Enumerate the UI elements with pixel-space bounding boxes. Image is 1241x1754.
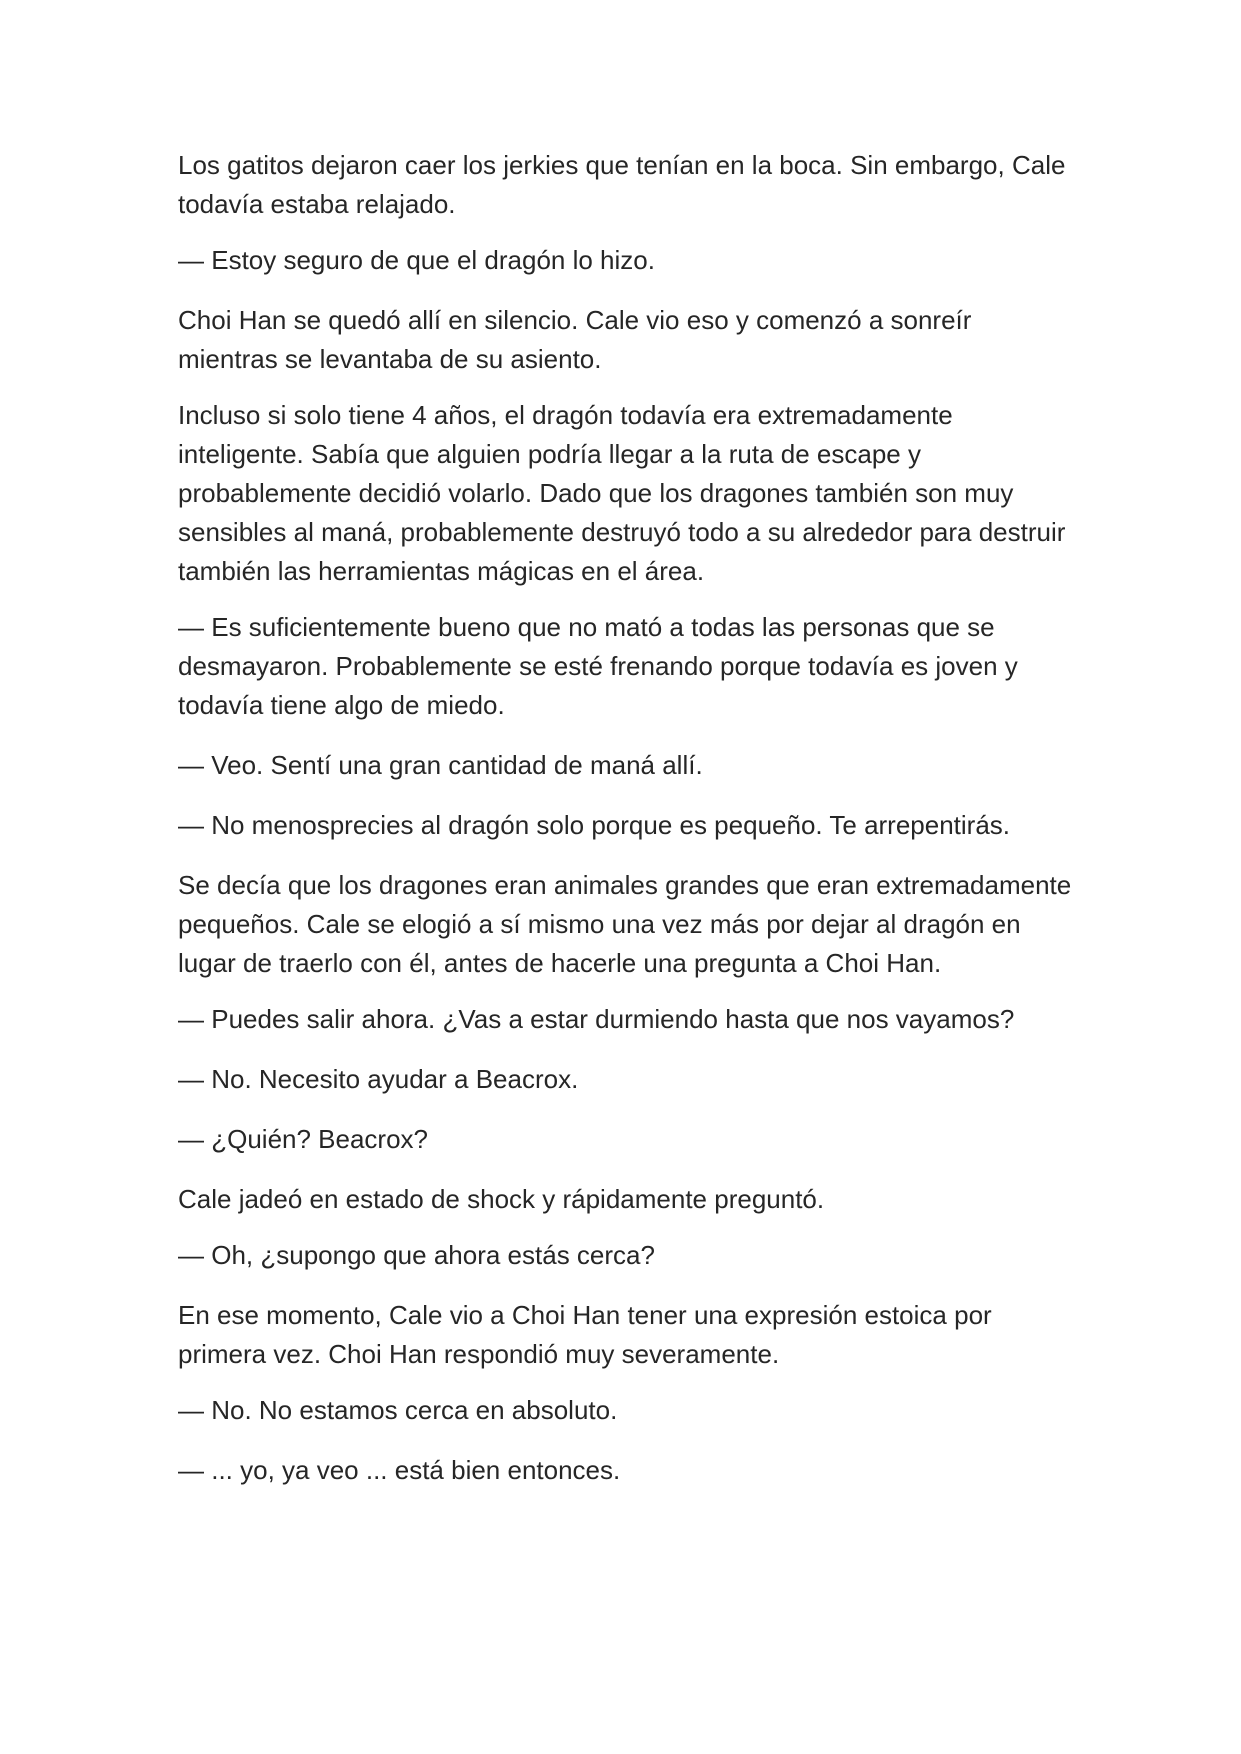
dialog-line: — Veo. Sentí una gran cantidad de maná allí. — [178, 750, 703, 780]
narration-paragraph: Incluso si solo tiene 4 años, el dragón todavía era extremadamente inteligente. Sabía que alguien podría llegar a la ruta de escape y probablemente decidió volarlo. Dado que los dragones también son muy sensibles al maná, probablemente destruyó todo a su alrededor para destruir también las herramientas mágicas en el área. — [178, 400, 1066, 586]
dialog-line: — Puedes salir ahora. ¿Vas a estar durmiendo hasta que nos vayamos? — [178, 1004, 1015, 1034]
page-body — [178, 146, 1078, 1511]
dialog-line: — Es suficientemente bueno que no mató a todas las personas que se desmayaron. Probablemente se esté frenando porque todavía es joven y todavía tiene algo de miedo. — [178, 612, 1018, 720]
narration-paragraph: Choi Han se quedó allí en silencio. Cale vio eso y comenzó a sonreír mientras se levantaba de su asiento. — [178, 305, 972, 374]
narration-paragraph: Cale jadeó en estado de shock y rápidamente preguntó. — [178, 1184, 825, 1214]
dialog-line: — Estoy seguro de que el dragón lo hizo. — [178, 245, 655, 275]
dialog-line: — No. Necesito ayudar a Beacrox. — [178, 1064, 579, 1094]
narration-paragraph: Se decía que los dragones eran animales grandes que eran extremadamente pequeños. Cale se elogió a sí mismo una vez más por dejar al dragón en lugar de traerlo con él, antes de hacerle una pregunta a Choi Han. — [178, 870, 1072, 978]
dialog-line: — ¿Quién? Beacrox? — [178, 1124, 429, 1154]
dialog-line: — ... yo, ya veo ... está bien entonces. — [178, 1455, 621, 1485]
dialog-line: — No menosprecies al dragón solo porque es pequeño. Te arrepentirás. — [178, 810, 1011, 840]
narration-paragraph: En ese momento, Cale vio a Choi Han tener una expresión estoica por primera vez. Choi Han respondió muy severamente. — [178, 1300, 992, 1369]
narration-paragraph: Los gatitos dejaron caer los jerkies que tenían en la boca. Sin embargo, Cale todavía estaba relajado. — [178, 150, 1066, 219]
dialog-line: — No. No estamos cerca en absoluto. — [178, 1395, 618, 1425]
dialog-line: — Oh, ¿supongo que ahora estás cerca? — [178, 1240, 655, 1270]
